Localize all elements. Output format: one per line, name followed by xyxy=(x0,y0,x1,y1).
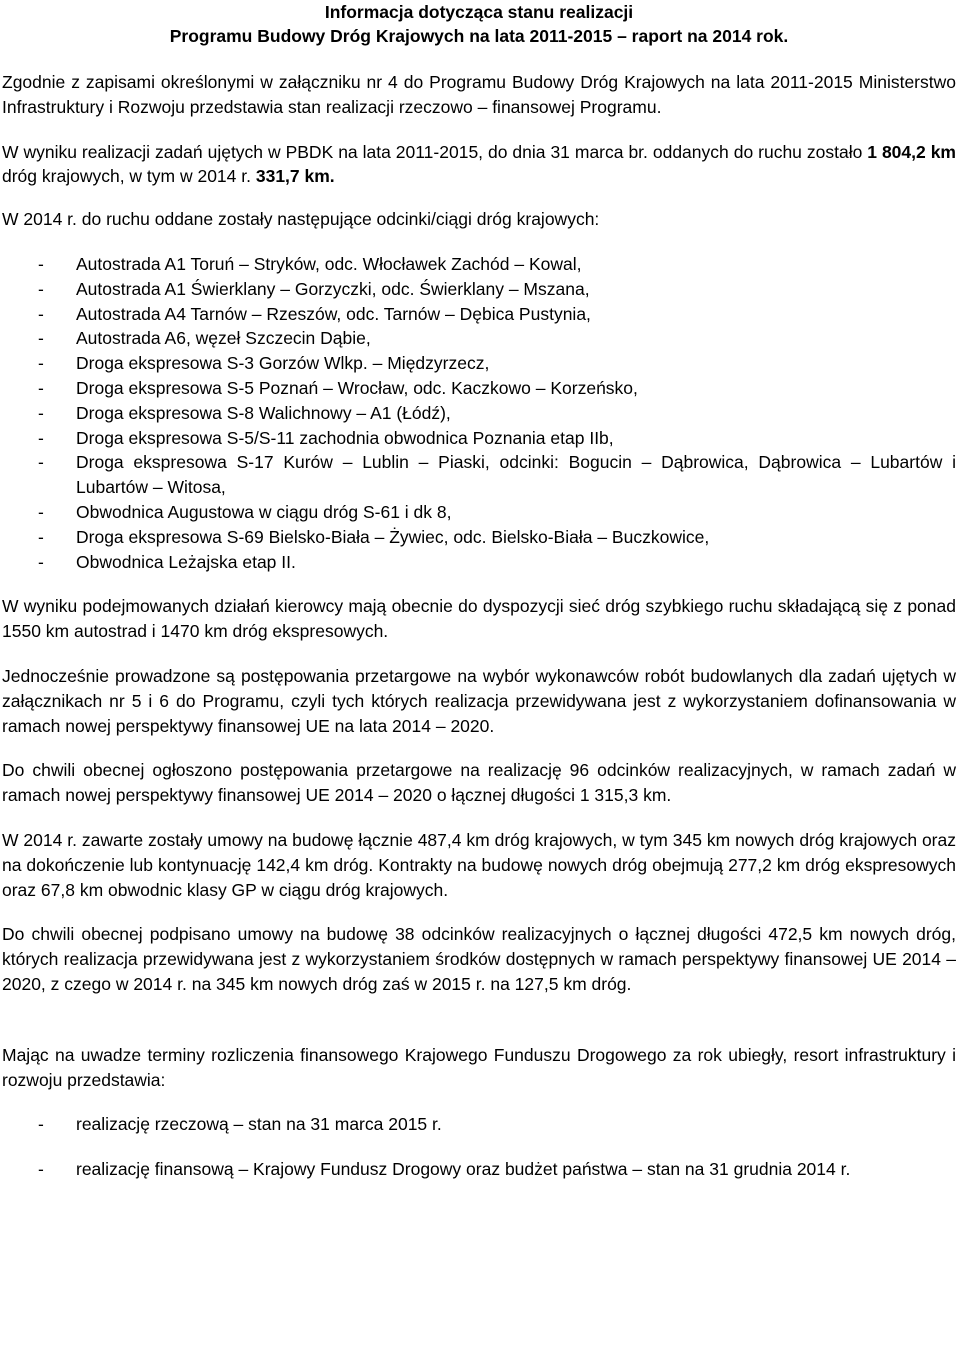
list-item: - Droga ekspresowa S-5/S-11 zachodnia obwodnica Poznania etap IIb, xyxy=(2,426,956,451)
summary-total-km: 1 804,2 km xyxy=(867,141,956,162)
list-item: - Autostrada A1 Świerklany – Gorzyczki, odc. Świerklany – Mszana, xyxy=(2,277,956,302)
summary-text-b: dróg krajowych, w tym w 2014 r. xyxy=(2,166,256,187)
opened-sections-list xyxy=(2,252,956,574)
list-intro: W 2014 r. do ruchu oddane zostały następujące odcinki/ciągi dróg krajowych: xyxy=(2,209,600,230)
list-item: - Autostrada A6, węzeł Szczecin Dąbie, xyxy=(2,326,956,351)
title-line-1: Informacja dotycząca stanu realizacji xyxy=(324,2,634,22)
list-item: - Autostrada A4 Tarnów – Rzeszów, odc. Tarnów – Dębica Pustynia, xyxy=(2,302,956,327)
announced-tenders-paragraph: Do chwili obecnej ogłoszono postępowania przetargowe na realizację 96 odcinków realizacyjnych, w ramach zadań w ramach nowej perspektywy finansowej UE 2014 – 2020 o łącznej długości 1 315,3 km. xyxy=(2,760,956,806)
list-item: - Droga ekspresowa S-17 Kurów – Lublin – Piaski, odcinki: Bogucin – Dąbrowica, Dąbrowica – Lubartów i Lubartów – Witosa, xyxy=(2,450,956,500)
list-item: - realizację finansową – Krajowy Fundusz Drogowy oraz budżet państwa – stan na 31 grudnia 2014 r. xyxy=(2,1157,956,1182)
list-item: - Droga ekspresowa S-69 Bielsko-Biała – Żywiec, odc. Bielsko-Biała – Buczkowice, xyxy=(2,525,956,550)
list-item: - realizację rzeczową – stan na 31 marca 2015 r. xyxy=(2,1112,956,1137)
summary-text-a: W wyniku realizacji zadań ujętych w PBDK na lata 2011-2015, do dnia 31 marca br. oddanych do ruchu zostało xyxy=(2,141,868,162)
document-title xyxy=(2,0,956,48)
list-item: - Obwodnica Leżajska etap II. xyxy=(2,550,956,575)
closing-paragraph: Mając na uwadze terminy rozliczenia finansowego Krajowego Funduszu Drogowego za rok ubiegły, resort infrastruktury i rozwoju przedstawia: xyxy=(2,1044,956,1090)
summary-2014-km: 331,7 km. xyxy=(255,166,335,187)
list-item: - Droga ekspresowa S-5 Poznań – Wrocław, odc. Kaczkowo – Korzeńsko, xyxy=(2,376,956,401)
title-line-2: Programu Budowy Dróg Krajowych na lata 2011-2015 – raport na 2014 rok. xyxy=(169,26,789,46)
signed-contracts-paragraph: Do chwili obecnej podpisano umowy na budowę 38 odcinków realizacyjnych o łącznej długości 472,5 km nowych dróg, których realizacja przewidywana jest z wykorzystaniem środków dostępnych w ramach perspektywy finansowej UE 2014 – 2020, z czego w 2014 r. na 345 km nowych dróg zaś w 2015 r. na 127,5 km dróg. xyxy=(2,924,956,994)
list-item: - Obwodnica Augustowa w ciągu dróg S-61 i dk 8, xyxy=(2,500,956,525)
reports-list-cont xyxy=(2,1157,956,1182)
list-item: - Droga ekspresowa S-3 Gorzów Wlkp. – Międzyrzecz, xyxy=(2,351,956,376)
contracts-2014-paragraph: W 2014 r. zawarte zostały umowy na budowę łącznie 487,4 km dróg krajowych, w tym 345 km nowych dróg krajowych oraz na dokończenie lub kontynuację 142,4 km dróg. Kontrakty na budowę nowych dróg obejmują 277,2 km dróg ekspresowych oraz 67,8 km obwodnic klasy GP w ciągu dróg krajowych. xyxy=(2,829,956,900)
list-item: - Droga ekspresowa S-8 Walichnowy – A1 (Łódź), xyxy=(2,401,956,426)
network-paragraph: W wyniku podejmowanych działań kierowcy mają obecnie do dyspozycji sieć dróg szybkiego ruchu składającą się z ponad 1550 km autostrad i 1470 km dróg ekspresowych. xyxy=(2,596,956,642)
intro-paragraph: Zgodnie z zapisami określonymi w załączniku nr 4 do Programu Budowy Dróg Krajowych na lata 2011-2015 Ministerstwo Infrastruktury i Rozwoju przedstawia stan realizacji rzeczowo – finansowej Programu. xyxy=(2,72,956,117)
reports-list xyxy=(2,1112,956,1137)
tenders-paragraph: Jednocześnie prowadzone są postępowania przetargowe na wybór wykonawców robót budowlanych dla zadań ujętych w załącznikach nr 5 i 6 do Programu, czyli tych których realizacja przewidywana jest z wykorzystaniem dofinansowania w ramach nowej perspektywy finansowej UE na lata 2014 – 2020. xyxy=(2,665,956,736)
summary-paragraph xyxy=(2,140,956,190)
list-item: - Autostrada A1 Toruń – Stryków, odc. Włocławek Zachód – Kowal, xyxy=(2,252,956,277)
